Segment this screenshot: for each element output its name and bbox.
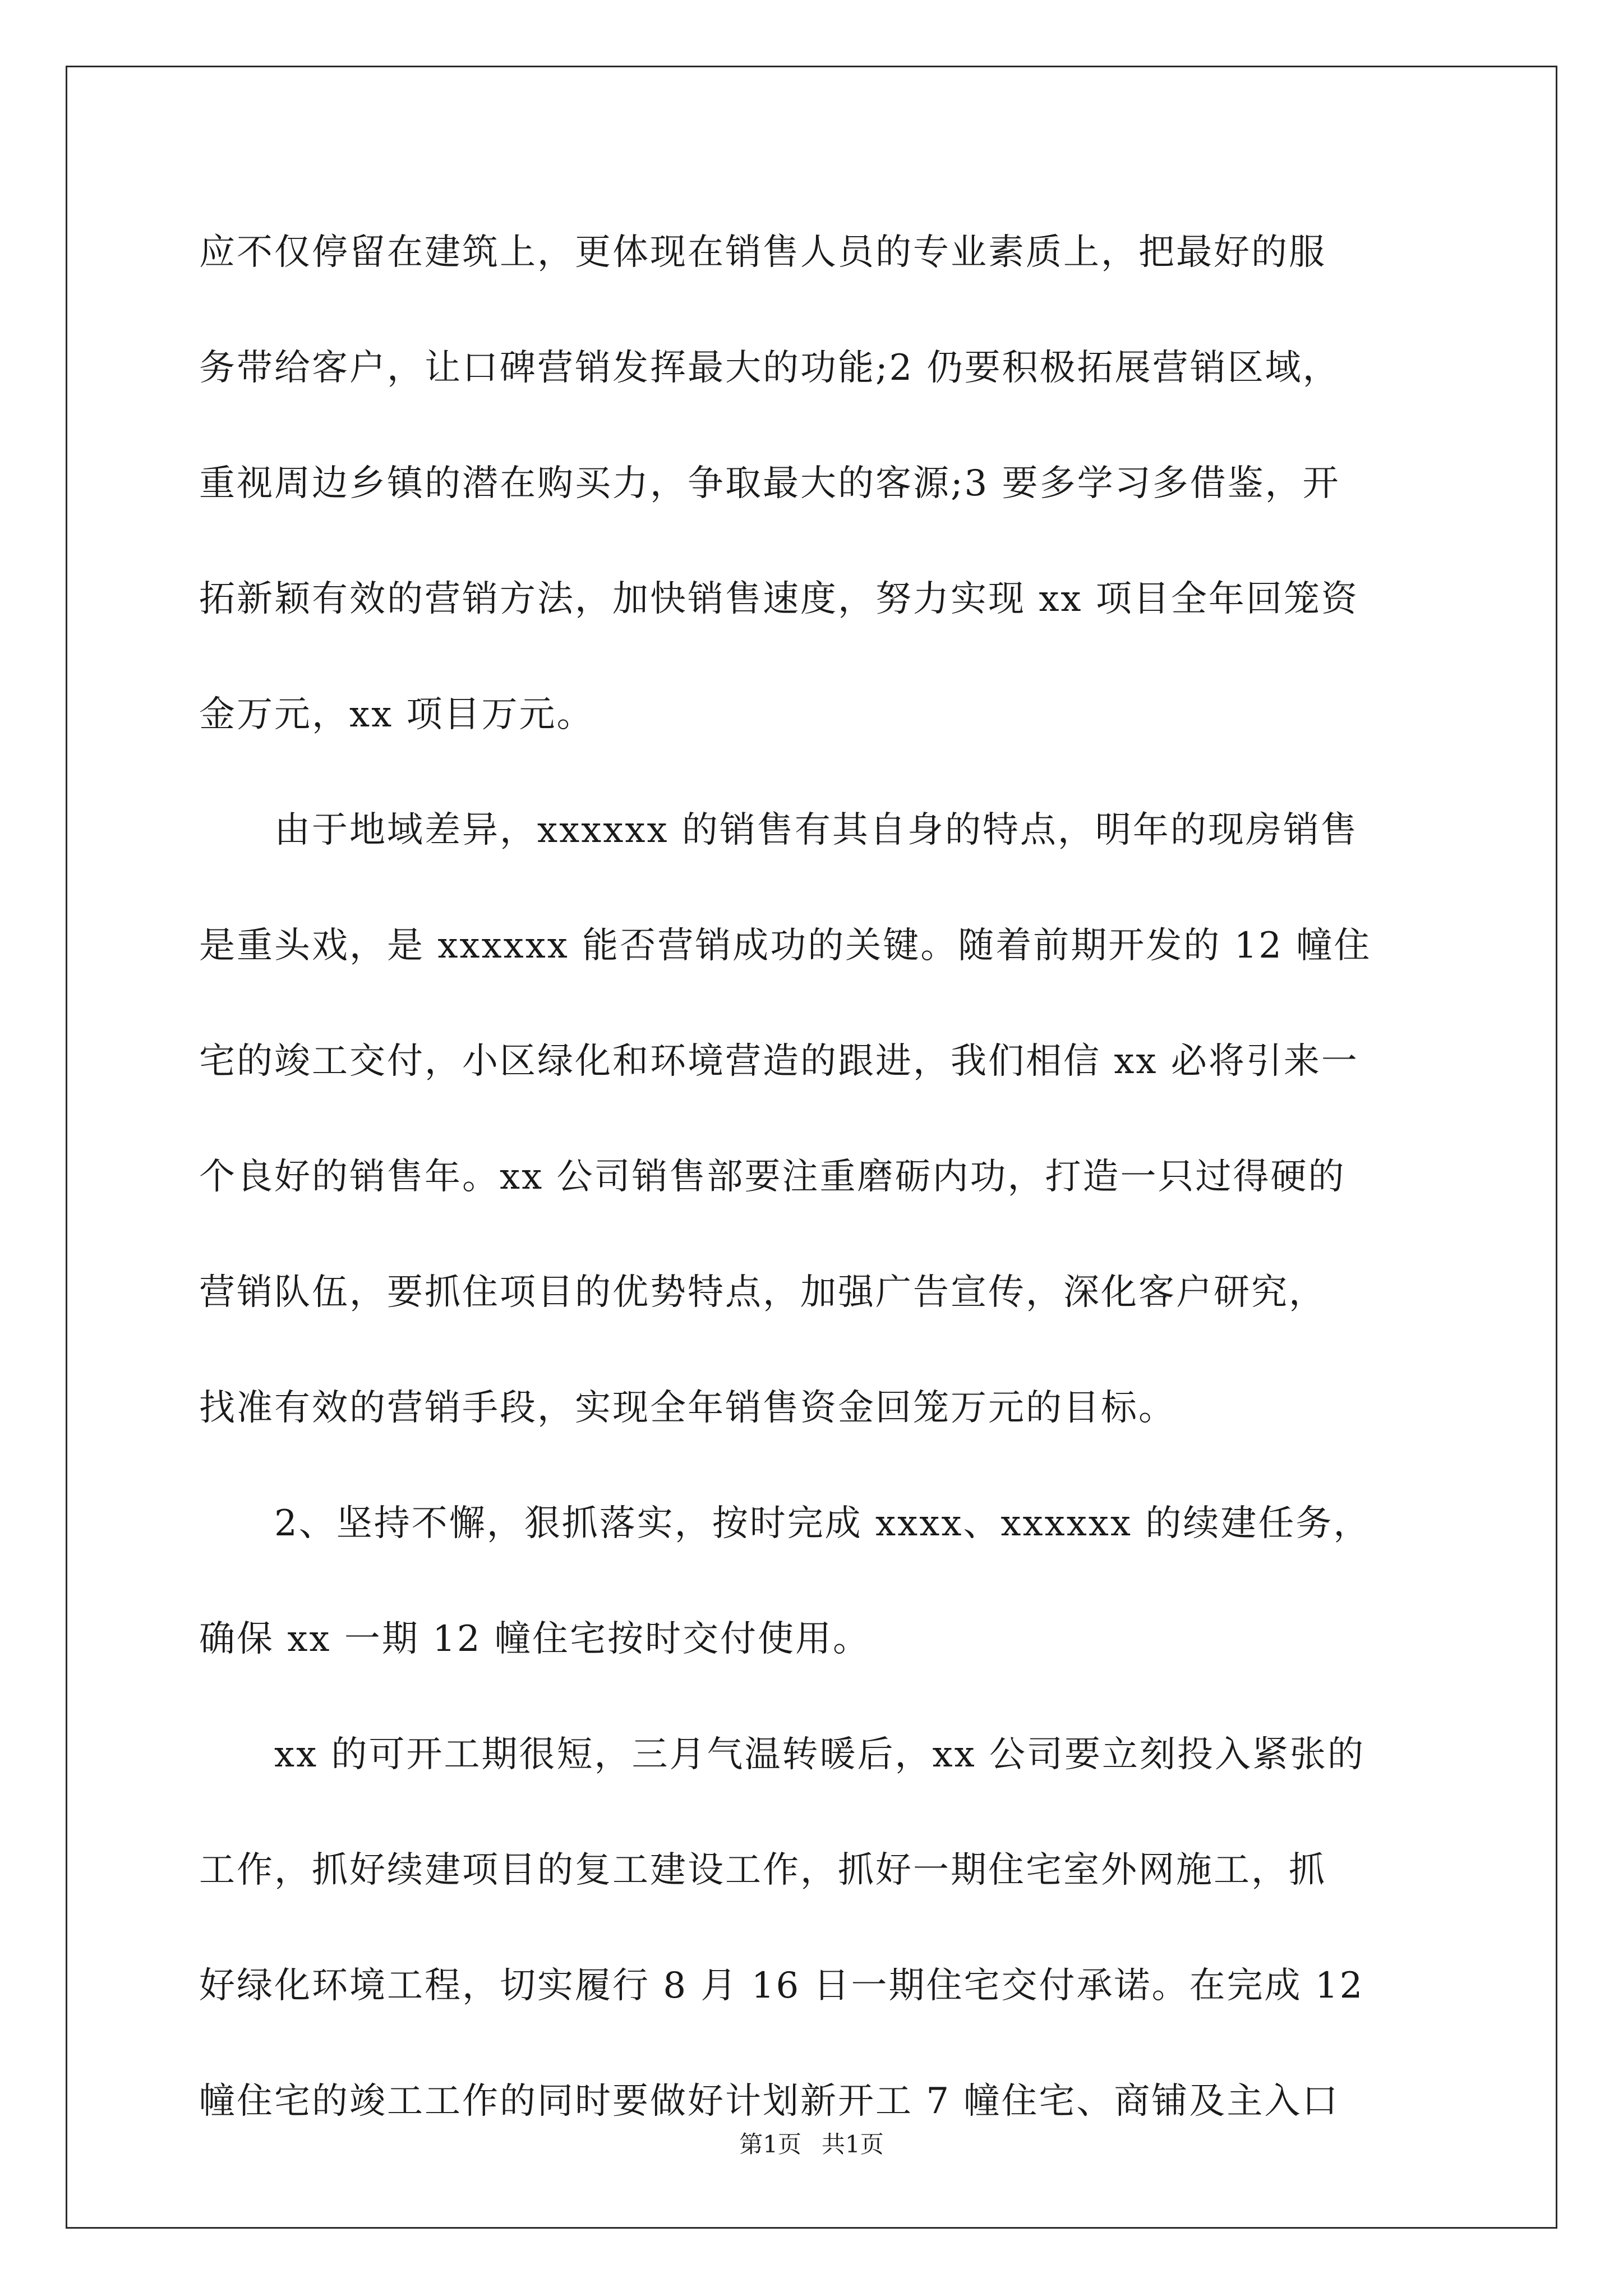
text-line: 务带给客户，让口碑营销发挥最大的功能;2 仍要积极拓展营销区域， [199,347,1340,389]
text-line: 工作，抓好续建项目的复工建设工作，抓好一期住宅室外网施工，抓 [199,1849,1326,1891]
text-line: 重视周边乡镇的潜在购买力，争取最大的客源;3 要多学习多借鉴，开 [199,463,1340,504]
text-line: 是重头戏，是 xxxxxx 能否营销成功的关键。随着前期开发的 12 幢住 [199,925,1372,967]
document-body [199,213,1433,2178]
text-line: 确保 xx 一期 12 幢住宅按时交付使用。 [199,1618,870,1660]
text-line: 金万元，xx 项目万元。 [199,694,594,735]
text-line: 个良好的销售年。xx 公司销售部要注重磨砺内功，打造一只过得硬的 [199,1156,1346,1198]
page-total: 共1页 [822,2131,884,2158]
text-line: 找准有效的营销手段，实现全年销售资金回笼万元的目标。 [199,1387,1176,1429]
text-line: 2、坚持不懈，狠抓落实，按时完成 xxxx、xxxxxx 的续建任务， [199,1503,1371,1544]
text-line: 幢住宅的竣工工作的同时要做好计划新开工 7 幢住宅、商铺及主入口 [199,2081,1340,2122]
text-line: 由于地域差异，xxxxxx 的销售有其自身的特点，明年的现房销售 [199,809,1358,851]
text-line: 应不仅停留在建筑上，更体现在销售人员的专业素质上，把最好的服 [199,232,1326,273]
text-line: xx 的可开工期很短，三月气温转暖后，xx 公司要立刻投入紧张的 [199,1734,1366,1775]
text-line: 好绿化环境工程，切实履行 8 月 16 日一期住宅交付承诺。在完成 12 [199,1965,1364,2007]
page-number: 第1页 [739,2131,801,2158]
text-line: 宅的竣工交付，小区绿化和环境营造的跟进，我们相信 xx 必将引来一 [199,1041,1359,1082]
text-line: 营销队伍，要抓住项目的优势特点，加强广告宣传，深化客户研究， [199,1272,1326,1313]
page-footer [0,2126,1623,2160]
text-line: 拓新颖有效的营销方法，加快销售速度，努力实现 xx 项目全年回笼资 [199,578,1359,620]
